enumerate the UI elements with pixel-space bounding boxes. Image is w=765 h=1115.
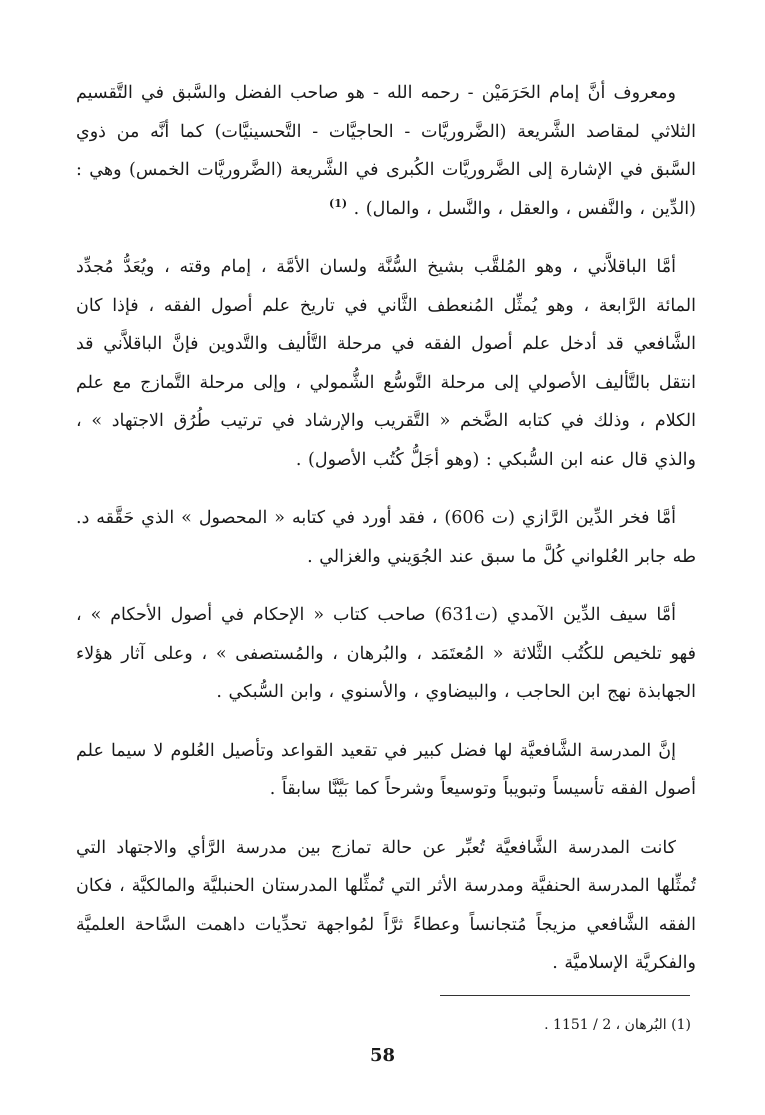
paragraph-imam-haramayn <box>76 74 696 228</box>
footnote-reference: (1) <box>328 196 348 210</box>
paragraph-shafii-school-merit <box>76 732 696 809</box>
paragraph-amidi <box>76 596 696 712</box>
paragraph-text: ومعروف أنَّ إمام الحَرَمَيْن - رحمه الله - هو صاحب الفضل والسَّبق في التَّقسيم الثلاثي لمقاصد الشَّريعة (الضَّروريَّات - الحاجيَّات - التَّحسينيَّات) كما أنَّه من ذوي السَّبق في الإشارة إلى الضَّروريَّات الكُبرى في الشَّريعة (الضَّروريَّات الخمس) وهي : (الدِّين ، والنَّفس ، والعقل ، والنَّسل ، والمال) . <box>76 83 696 219</box>
page-number: 58 <box>369 1045 396 1066</box>
footnote-divider <box>440 995 690 996</box>
footnote: (1) البُرهان ، 2 / 1151 . <box>544 1017 691 1033</box>
paragraph-text: أمَّا الباقلاَّني ، وهو المُلقَّب بشيخ السُّنَّة ولسان الأمَّة ، إمام وقته ، ويُعَدُّ مُجدِّد المائة الرَّابعة ، وهو يُمثِّل المُنعطف الثَّاني في تاريخ علم أصول الفقه ، فإذا كان الشَّافعي قد أدخل علم أصول الفقه في مرحلة التَّأليف والتَّدوين فإنَّ الباقلاَّني قد انتقل بالتَّأليف الأصولي إلى مرحلة التَّوسُّع الشُّمولي ، وإلى مرحلة التَّمازج مع علم الكلام ، وذلك في كتابه الضَّخم « التَّقريب والإرشاد في ترتيب طُرُق الاجتهاد » ، والذي قال عنه ابن السُّبكي : (وهو أجَلُّ كُتُب الأصول) . <box>76 257 696 470</box>
paragraph-text: كانت المدرسة الشَّافعيَّة تُعبِّر عن حالة تمازج بين مدرسة الرَّأي والاجتهاد التي تُمثِّلها المدرسة الحنفيَّة ومدرسة الأثر التي تُمثِّلها المدرستان الحنبليَّة والمالكيَّة ، فكان الفقه الشَّافعي مزيجاً مُتجانساً وعطاءً ثرَّاً لمُواجهة تحدِّيات داهمت السَّاحة العلميَّة والفكريَّة الإسلاميَّة . <box>76 837 696 973</box>
paragraph-baqillani <box>76 248 696 479</box>
paragraph-razi <box>76 499 696 576</box>
paragraph-text: إنَّ المدرسة الشَّافعيَّة لها فضل كبير في تقعيد القواعد وتأصيل العُلوم لا سيما علم أصول الفقه تأسيساً وتبويباً وتوسيعاً وشرحاً كما بَيَّنَّا سابقاً . <box>76 740 696 799</box>
paragraph-text: أمَّا سيف الدِّين الآمدي (ت631) صاحب كتاب « الإحكام في أصول الأحكام » ، فهو تلخيص للكُتُب الثَّلاثة « المُعتَمَد ، والبُرهان ، والمُستصفى » ، وعلى آثار هؤلاء الجهابذة نهج ابن الحاجب ، والبيضاوي ، والأسنوي ، وابن السُّبكي . <box>76 605 696 702</box>
main-text <box>76 74 696 1003</box>
paragraph-shafii-school-blend <box>76 829 696 983</box>
paragraph-text: أمَّا فخر الدِّين الرَّازي (ت 606) ، فقد أورد في كتابه « المحصول » الذي حَقَّقه د. طه جابر العُلواني كُلَّ ما سبق عند الجُوَيني والغزالي . <box>76 508 696 567</box>
